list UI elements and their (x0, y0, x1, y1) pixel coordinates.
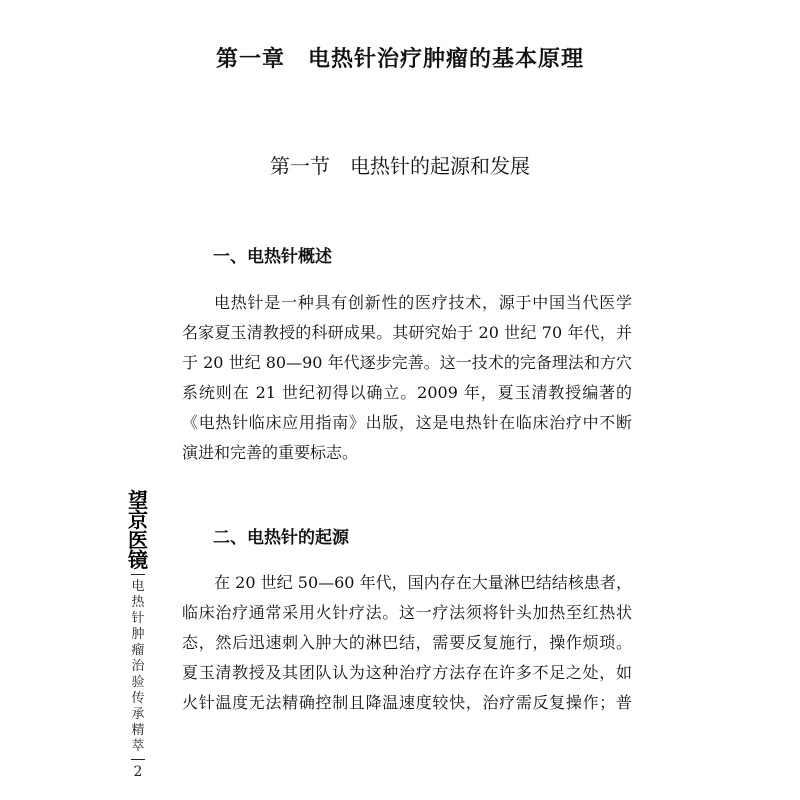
paragraph-line: 在 20 世纪 50—60 年代，国内存在大量淋巴结结核患者， (214, 573, 632, 592)
series-char: 精 (131, 723, 145, 738)
series-char: 电 (131, 579, 145, 594)
paragraph-origin (182, 568, 632, 718)
paragraph-line: 演进和完善的重要标志。 (182, 443, 359, 462)
series-char: 肿 (131, 627, 145, 642)
series-char: 治 (131, 659, 145, 674)
paragraph-line: 电热针是一种具有创新性的医疗技术，源于中国当代医学 (214, 293, 632, 312)
subsection-heading-origin: 二、电热针的起源 (213, 528, 349, 548)
side-divider (131, 574, 145, 575)
series-char: 瘤 (131, 643, 145, 658)
logo-char: 医 (128, 528, 148, 552)
paragraph-line: 火针温度无法精确控制且降温速度较快，治疗需反复操作；普 (182, 693, 632, 712)
paragraph-line: 系统则在 21 世纪初得以确立。2009 年，夏玉清教授编著的 (182, 383, 632, 402)
series-title (120, 579, 156, 755)
paragraph-line: 夏玉清教授及其团队认为这种治疗方法存在许多不足之处，如 (182, 663, 632, 682)
series-char: 萃 (131, 739, 145, 754)
series-char: 承 (131, 707, 145, 722)
logo-char: 望 (128, 488, 148, 512)
paragraph-line: 名家夏玉清教授的科研成果。其研究始于 20 世纪 70 年代，并 (182, 323, 632, 342)
subsection-heading-overview: 一、电热针概述 (213, 247, 332, 267)
side-banner (120, 490, 156, 780)
paragraph-line: 态，然后迅速刺入肿大的淋巴结，需要反复施行，操作烦琐。 (182, 633, 632, 652)
series-logo (120, 490, 156, 570)
series-char: 传 (131, 691, 145, 706)
page-number: 2 (133, 764, 143, 780)
series-char: 针 (131, 611, 145, 626)
paragraph-line: 于 20 世纪 80—90 年代逐步完善。这一技术的完备理法和方穴 (182, 353, 632, 372)
logo-char: 京 (128, 508, 148, 532)
series-char: 热 (131, 595, 145, 610)
chapter-title: 第一章 电热针治疗肿瘤的基本原理 (215, 47, 584, 72)
paragraph-overview (182, 288, 632, 468)
paragraph-line: 《电热针临床应用指南》出版，这是电热针在临床治疗中不断 (182, 413, 632, 432)
side-divider (131, 759, 145, 760)
paragraph-line: 临床治疗通常采用火针疗法。这一疗法须将针头加热至红热状 (182, 603, 632, 622)
section-title: 第一节 电热针的起源和发展 (270, 154, 530, 178)
series-char: 验 (131, 675, 145, 690)
logo-char: 镜 (128, 548, 148, 572)
